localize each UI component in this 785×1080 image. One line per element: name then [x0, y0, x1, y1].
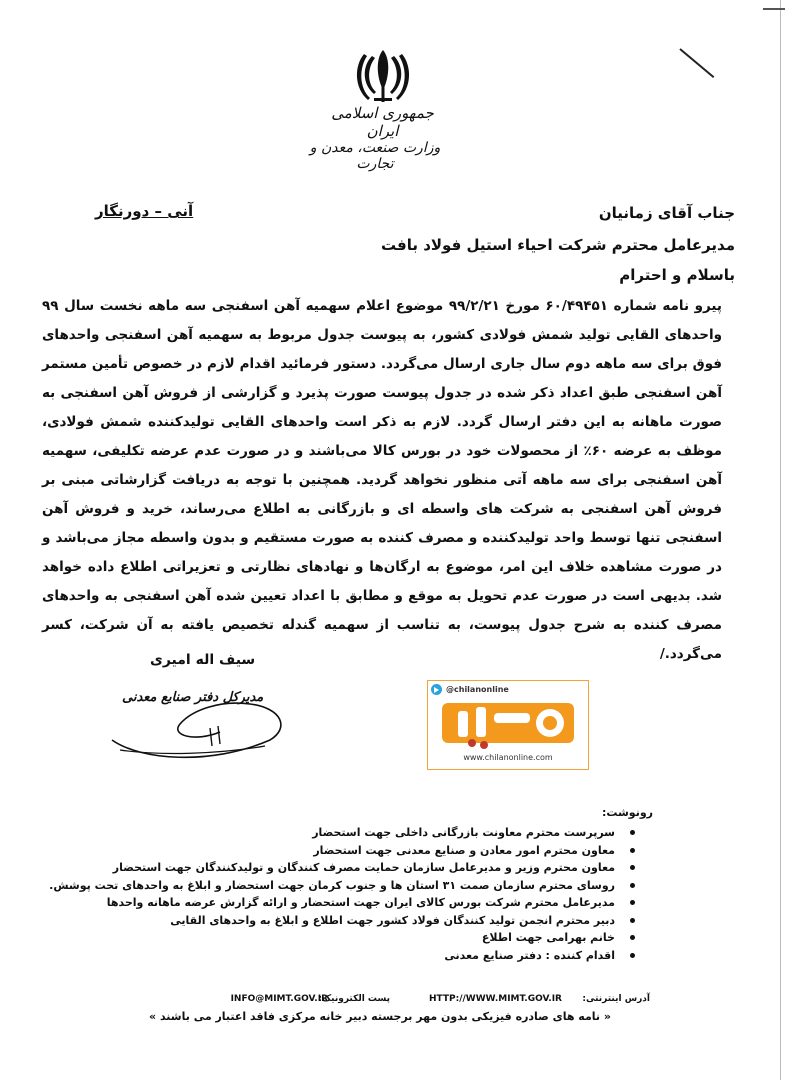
scan-edge-mark [763, 8, 785, 10]
chilan-logo-icon [432, 695, 584, 751]
footer-email-label: پست الکترونیک: [318, 994, 390, 1004]
pen-mark [679, 48, 714, 78]
cc-item: خانم بهرامی جهت اطلاع [139, 929, 619, 947]
cc-item: معاون محترم وزیر و مدیرعامل سازمان حمایت مصرف کنندگان و تولیدکنندگان جهت استحضار [139, 859, 619, 877]
footer-address-label: آدرس اینترنتی: [582, 994, 650, 1004]
letterhead-country: جمهوری اسلامی ایران [331, 104, 434, 140]
cc-title: رونوشت: [601, 806, 653, 819]
bullet-icon [630, 883, 635, 888]
bullet-icon [630, 900, 635, 905]
letter-urgency: آنی – دورنگار [95, 202, 194, 220]
letter-greeting: باسلام و احترام [619, 266, 735, 284]
cc-list [49, 824, 619, 964]
letter-recipient: مدیرعامل محترم شرکت احیاء استیل فولاد بافت [381, 236, 735, 254]
cc-item: سرپرست محترم معاونت بازرگانی داخلی جهت استحضار [139, 824, 619, 842]
cc-item: اقدام کننده : دفتر صنایع معدنی [139, 947, 619, 965]
bullet-icon [630, 918, 635, 923]
bullet-icon [630, 865, 635, 870]
footer-website: HTTP://WWW.MIMT.GOV.IR [428, 994, 562, 1004]
chilanonline-watermark [427, 680, 589, 770]
bullet-icon [630, 935, 635, 940]
footer-validity-note: « نامه های صادره فیزیکی بدون مهر برجسته دبیر خانه مرکزی فاقد اعتبار می باشند » [149, 1010, 611, 1023]
bullet-icon [630, 830, 635, 835]
scan-edge-line [780, 0, 781, 1080]
cc-item: دبیر محترم انجمن تولید کنندگان فولاد کشور جهت اطلاع و ابلاغ به واحدهای القایی [139, 912, 619, 930]
cc-item: معاون محترم امور معادن و صنایع معدنی جهت استحضار [139, 842, 619, 860]
letter-body: پیرو نامه شماره ۶۰/۴۹۴۵۱ مورخ ۹۹/۲/۲۱ موضوع اعلام سهمیه آهن اسفنجی سه ماهه نخست سال ۹۹ واحدهای القایی تولید شمش فولادی کشور، به پیوست جدول مربوط به سهمیه آهن اسفنجی واحدهای فوق برای سه ماهه دوم سال جاری ارسال می‌گردد. دستور فرمائید اقدام لازم در خصوص تأمین مستمر آهن اسفنجی طبق اعداد ذکر شده در جدول پیوست صورت پذیرد و گزارشی از فروش آهن اسفنجی به صورت ماهانه به این دفتر ارسال گردد. لازم به ذکر است واحدهای القایی تولیدکننده شمش فولادی، موظف به عرضه ۶۰٪ از محصولات خود در بورس کالا می‌باشند و در صورت عدم عرضه تکلیفی، سهمیه آهن اسفنجی برای سه ماهه آتی منظور نخواهد گردید. همچنین با توجه به دریافت گزارشاتی مبنی بر فروش آهن اسفنجی به شرکت های واسطه ای و بازرگانی به اطلاع می‌رساند، خرید و فروش آهن اسفنجی تنها توسط واحد تولیدکننده و مصرف کننده به صورت مستقیم و بدون واسطه مجاز می‌باشد و در صورت مشاهده خلاف این امر، موضوع به ارگان‌ها و نهادهای نظارتی و تعزیراتی اطلاع داده خواهد شد. بدیهی است در صورت عدم تحویل به موقع و مطابق با اعداد تعیین شده آهن اسفنجی به واحدهای مصرف کننده به شرح جدول پیوست، به تناسب از سهمیه گندله تخصیص یافته به آن شرکت، کسر می‌گردد./ [42, 298, 722, 662]
watermark-handle: @chilanonline [446, 685, 509, 694]
signer-name: سیف اله امیری [150, 652, 256, 668]
letter-addressee: جناب آقای زمانیان [598, 204, 735, 222]
bullet-icon [630, 848, 635, 853]
cc-item: روسای محترم سازمان صمت ۳۱ استان ها و جنوب کرمان جهت استحضار و ابلاغ به واحدهای تحت پوشش. [139, 877, 619, 895]
cc-item: مدیرعامل محترم شرکت بورس کالای ایران جهت استحضار و ارائه گزارش عرضه ماهانه واحدها [139, 894, 619, 912]
footer-email: INFO@MIMT.GOV.IR [230, 994, 328, 1004]
iran-emblem-icon [352, 46, 414, 104]
letterhead-ministry: وزارت صنعت، معدن و تجارت [309, 140, 441, 172]
bullet-icon [630, 953, 635, 958]
telegram-icon [431, 684, 442, 695]
watermark-url: www.chilanonline.com [463, 753, 553, 762]
signer-title: مدیرکل دفتر صنایع معدنی [122, 690, 264, 705]
